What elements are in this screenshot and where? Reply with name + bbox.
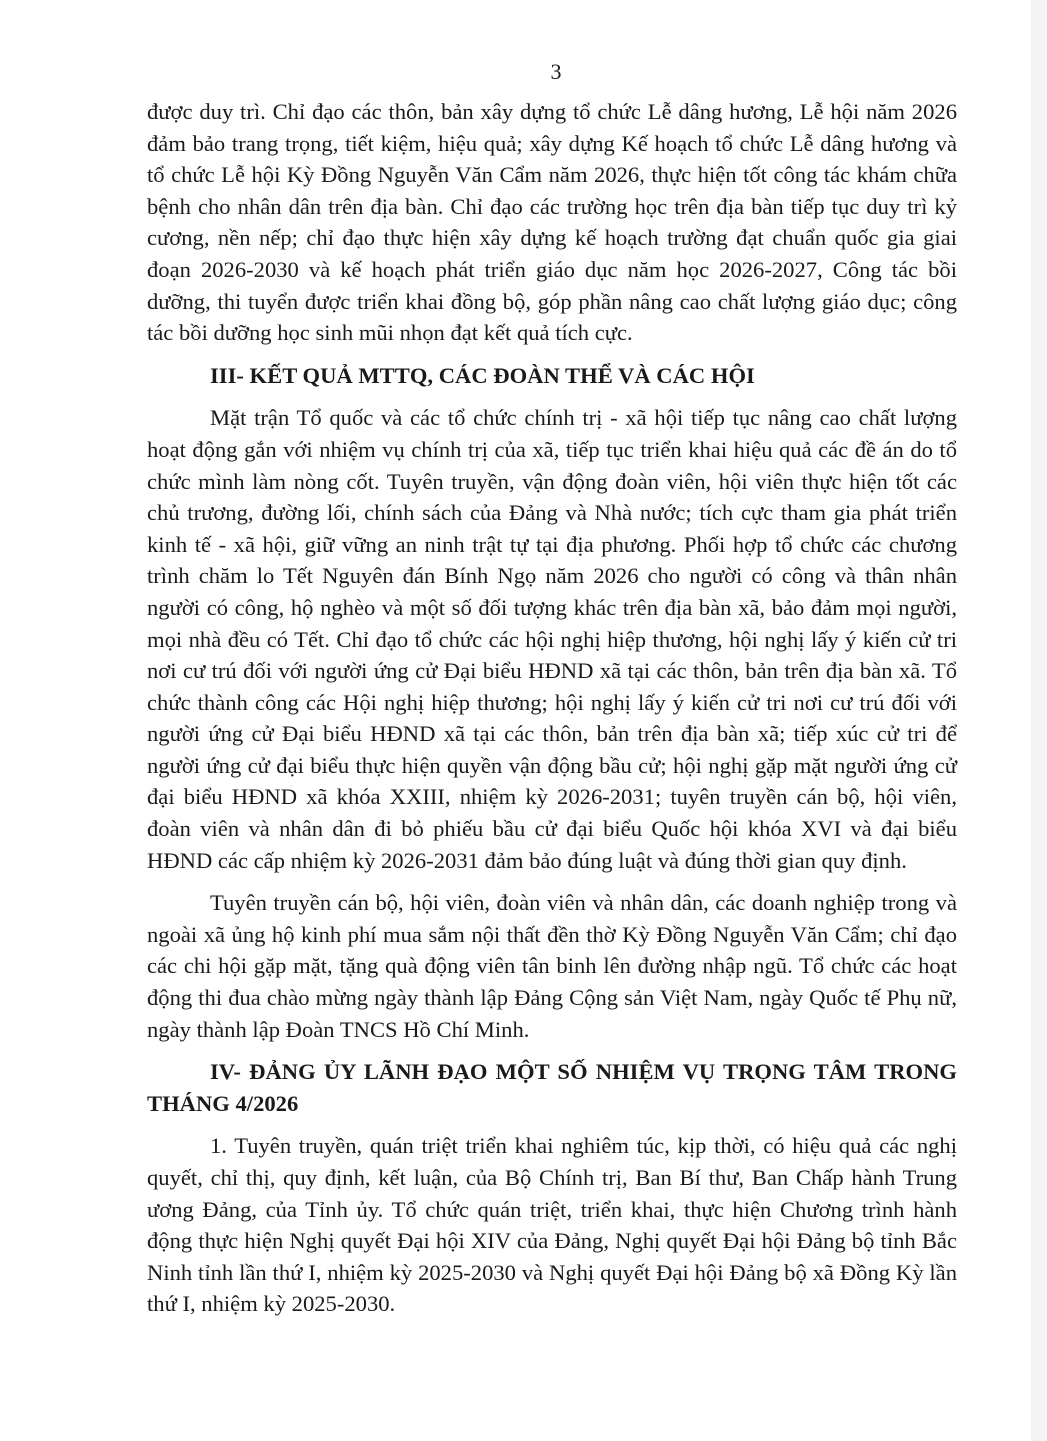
paragraph-task-1: 1. Tuyên truyền, quán triệt triển khai nghiêm túc, kịp thời, có hiệu quả các nghị quyết, chỉ thị, quy định, kết luận, của Bộ Chính trị, Ban Bí thư, Ban Chấp hành Trung ương Đảng, của Tỉnh ủy. Tổ chức quán triệt, triển khai, thực hiện Chương trình hành động thực hiện Nghị quyết Đại hội XIV của Đảng, Nghị quyết Đại hội Đảng bộ tỉnh Bắc Ninh tỉnh lần thứ I, nhiệm kỳ 2025-2030 và Nghị quyết Đại hội Đảng bộ xã Đồng Kỳ lần thứ I, nhiệm kỳ 2025-2030. (147, 1133, 957, 1317)
paragraph-propaganda: Tuyên truyền cán bộ, hội viên, đoàn viên và nhân dân, các doanh nghiệp trong và ngoài xã ủng hộ kinh phí mua sắm nội thất đền thờ Kỳ Đồng Nguyễn Văn Cẩm; chỉ đạo các chi hội gặp mặt, tặng quà động viên tân binh lên đường nhập ngũ. Tổ chức các hoạt động thi đua chào mừng ngày thành lập Đảng Cộng sản Việt Nam, ngày Quốc tế Phụ nữ, ngày thành lập Đoàn TNCS Hồ Chí Minh. (147, 890, 957, 1042)
section-heading-iv: IV- ĐẢNG ỦY LÃNH ĐẠO MỘT SỐ NHIỆM VỤ TRỌNG TÂM TRONG THÁNG 4/2026 (147, 1059, 957, 1116)
paragraph-continuation: được duy trì. Chỉ đạo các thôn, bản xây dựng tổ chức Lễ dâng hương, Lễ hội năm 2026 đảm bảo trang trọng, tiết kiệm, hiệu quả; xây dựng Kế hoạch tổ chức Lễ dâng hương và tổ chức Lễ hội Kỳ Đồng Nguyễn Văn Cẩm năm 2026, thực hiện tốt công tác khám chữa bệnh cho nhân dân trên địa bàn. Chỉ đạo các trường học trên địa bàn tiếp tục duy trì kỷ cương, nền nếp; chỉ đạo thực hiện xây dựng kế hoạch trường đạt chuẩn quốc gia giai đoạn 2026-2030 và kế hoạch phát triển giáo dục năm học 2026-2027, Công tác bồi dưỡng, thi tuyển được triển khai đồng bộ, góp phần nâng cao chất lượng giáo dục; công tác bồi dưỡng học sinh mũi nhọn đạt kết quả tích cực. (147, 99, 957, 346)
document-page (147, 56, 957, 1320)
page-number: 3 (550, 59, 562, 84)
section-heading-iii: III- KẾT QUẢ MTTQ, CÁC ĐOÀN THỂ VÀ CÁC HỘI (210, 362, 755, 388)
viewer-edge (1031, 0, 1047, 1441)
paragraph-mttq: Mặt trận Tổ quốc và các tổ chức chính trị - xã hội tiếp tục nâng cao chất lượng hoạt động gắn với nhiệm vụ chính trị của xã, tiếp tục triển khai hiệu quả các đề án do tổ chức mình làm nòng cốt. Tuyên truyền, vận động đoàn viên, hội viên thực hiện tốt các chủ trương, đường lối, chính sách của Đảng và Nhà nước; tích cực tham gia phát triển kinh tế - xã hội, giữ vững an ninh trật tự tại địa phương. Phối hợp tổ chức các chương trình chăm lo Tết Nguyên đán Bính Ngọ năm 2026 cho người có công và thân nhân người có công, hộ nghèo và một số đối tượng khác trên địa bàn xã, bảo đảm mọi người, mọi nhà đều có Tết. Chỉ đạo tổ chức các hội nghị hiệp thương, hội nghị lấy ý kiến cử tri nơi cư trú đối với người ứng cử Đại biểu HĐND xã tại các thôn, bản trên địa bàn xã. Tổ chức thành công các Hội nghị hiệp thương; hội nghị lấy ý kiến cử tri nơi cư trú đối với người ứng cử Đại biểu HĐND xã tại các thôn, bản trên địa bàn xã; tiếp xúc cử tri để người ứng cử đại biểu thực hiện quyền vận động bầu cử; hội nghị gặp mặt người ứng cử đại biểu HĐND xã khóa XXIII, nhiệm kỳ 2026-2031; tuyên truyền cán bộ, hội viên, đoàn viên và nhân dân đi bỏ phiếu bầu cử đại biểu Quốc hội khóa XVI và đại biểu HĐND các cấp nhiệm kỳ 2026-2031 đảm bảo đúng luật và đúng thời gian quy định. (147, 405, 957, 873)
